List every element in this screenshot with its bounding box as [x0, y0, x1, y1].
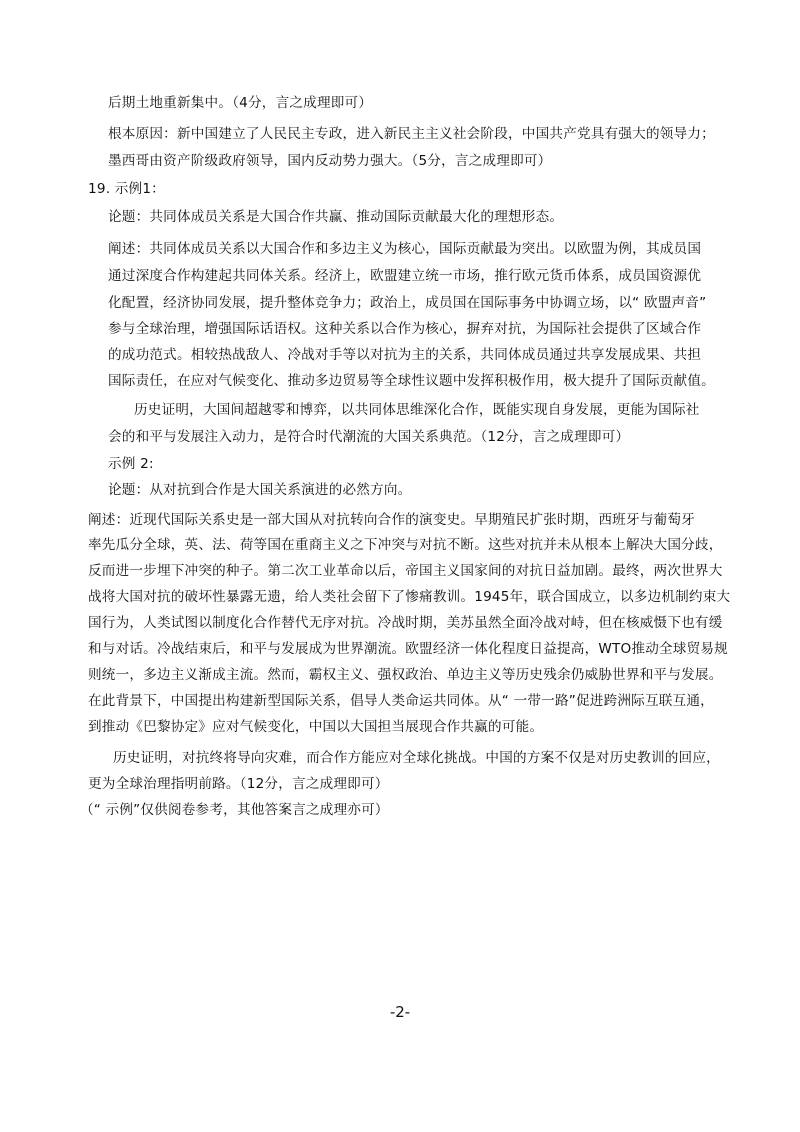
- note-line: （“ 示例”仅供阅卷参考，其他答案言之成理亦可）: [80, 802, 389, 818]
- text-line: 会的和平与发展注入动力，是符合时代潮流的大国关系典范。（12分，言之成理即可）: [108, 429, 630, 445]
- page-number: -2-: [389, 1003, 411, 1021]
- text-line: 更为全球治理指明前路。（12分，言之成理即可）: [88, 776, 389, 792]
- question-number: 19. 示例1：: [88, 181, 165, 197]
- text-line: 在此背景下，中国提出构建新型国际关系，倡导人类命运共同体。从“ 一带一路”促进跨洲际互联互通，: [88, 693, 714, 709]
- text-line: 通过深度合作构建起共同体关系。经济上，欧盟建立统一市场，推行欧元货币体系，成员国资源优: [108, 268, 702, 284]
- text-line: 历史证明，对抗终将导向灾难，而合作方能应对全球化挑战。中国的方案不仅是对历史教训的回应，: [113, 750, 720, 766]
- text-line: 墨西哥由资产阶级政府领导，国内反动势力强大。（5分，言之成理即可）: [108, 153, 552, 169]
- text-line: 阐述：共同体成员关系以大国合作和多边主义为核心，国际贡献最为突出。以欧盟为例，其成员国: [108, 241, 702, 257]
- thesis-line: 论题：从对抗到合作是大国关系演进的必然方向。: [108, 482, 412, 498]
- text-line: 反而进一步埋下冲突的种子。第二次工业革命以后，帝国主义国家间的对抗日益加剧。最终，两次世界大: [88, 563, 723, 579]
- text-line: 化配置，经济协同发展，提升整体竞争力；政治上，成员国在国际事务中协调立场，以“ 欧盟声音”: [108, 295, 707, 311]
- text-line: 根本原因：新中国建立了人民民主专政，进入新民主主义社会阶段，中国共产党具有强大的领导力；: [108, 126, 715, 142]
- text-line: 阐述：近现代国际关系史是一部大国从对抗转向合作的演变史。早期殖民扩张时期，西班牙与葡萄牙: [88, 512, 695, 528]
- text-line: 国际责任，在应对气候变化、推动多边贸易等全球性议题中发挥积极作用，极大提升了国际贡献值。: [108, 373, 715, 389]
- text-line: 战将大国对抗的破坏性暴露无遗，给人类社会留下了惨痛教训。1945年，联合国成立，以多边机制约束大: [88, 589, 731, 605]
- text-line: 率先瓜分全球，英、法、荷等国在重商主义之下冲突与对抗不断。这些对抗并未从根本上解决大国分歧，: [88, 537, 723, 553]
- text-line: 参与全球治理，增强国际话语权。这种关系以合作为核心，摒弃对抗，为国际社会提供了区域合作: [108, 321, 702, 337]
- text-line: 的成功范式。相较热战敌人、冷战对手等以对抗为主的关系，共同体成员通过共享发展成果、共担: [108, 347, 702, 363]
- text-line: 后期土地重新集中。（4分，言之成理即可）: [108, 95, 373, 111]
- text-line: 国行为，人类试图以制度化合作替代无序对抗。冷战时期，美苏虽然全面冷战对峙，但在核威慑下也有缓: [88, 615, 723, 631]
- text-line: 到推动《巴黎协定》应对气候变化，中国以大国担当展现合作共赢的可能。: [88, 719, 544, 735]
- example-label: 示例 2:: [108, 456, 154, 472]
- thesis-line: 论题：共同体成员关系是大国合作共赢、推动国际贡献最大化的理想形态。: [108, 209, 564, 225]
- text-line: 则统一，多边主义渐成主流。然而，霸权主义、强权政治、单边主义等历史残余仍威胁世界和平与发展。: [88, 667, 723, 683]
- text-line: 历史证明，大国间超越零和博弈，以共同体思维深化合作，既能实现自身发展，更能为国际社: [134, 402, 700, 418]
- text-line: 和与对话。冷战结束后，和平与发展成为世界潮流。欧盟经济一体化程度日益提高，WTO推动全球贸易规: [88, 641, 728, 657]
